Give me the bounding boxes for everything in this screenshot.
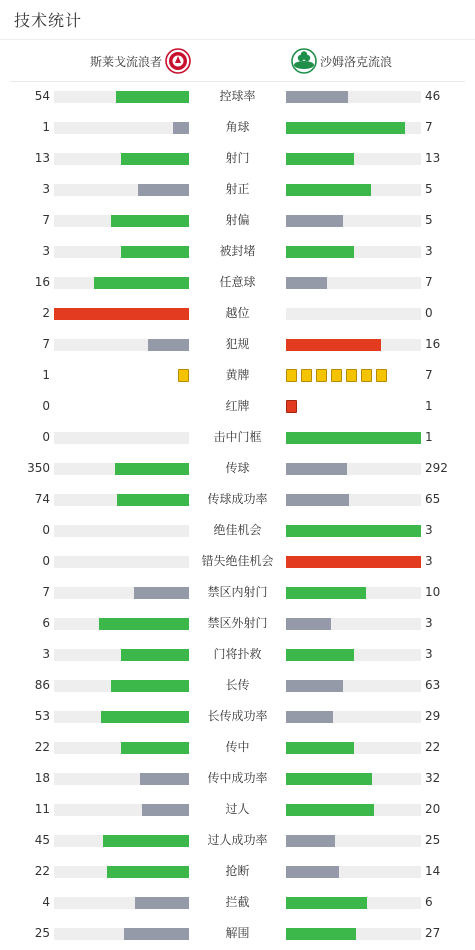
home-stat-bar-fill bbox=[142, 804, 189, 816]
away-stat-bar-fill bbox=[286, 494, 349, 506]
home-stat-bar-track bbox=[54, 556, 189, 568]
home-stat-value: 0 bbox=[42, 430, 50, 444]
home-stat-bar-fill bbox=[121, 153, 189, 165]
away-stat-value: 13 bbox=[425, 151, 441, 165]
home-stat-bar-track bbox=[54, 835, 189, 847]
stat-label: 过人成功率 bbox=[207, 833, 268, 847]
away-stat-bar-track bbox=[286, 928, 421, 940]
home-stat-bar-fill bbox=[134, 587, 189, 599]
red-card-icon bbox=[286, 400, 297, 413]
away-stat-bar-track bbox=[286, 432, 421, 444]
away-stat-value: 27 bbox=[425, 926, 441, 940]
stat-label: 禁区外射门 bbox=[207, 616, 268, 630]
home-stat-bar-fill bbox=[173, 122, 189, 134]
home-stat-value: 22 bbox=[34, 740, 50, 754]
stat-row bbox=[0, 640, 475, 671]
stat-label: 射门 bbox=[225, 151, 250, 165]
home-stat-bar-fill bbox=[138, 184, 189, 196]
away-stat-bar-track bbox=[286, 525, 421, 537]
stat-label: 解围 bbox=[225, 926, 250, 940]
home-stat-bar-track bbox=[54, 804, 189, 816]
away-stat-bar-fill bbox=[286, 277, 327, 289]
home-stat-bar-track bbox=[54, 897, 189, 909]
home-stat-bar-track bbox=[54, 91, 189, 103]
stat-row bbox=[0, 144, 475, 175]
away-stat-bar-track bbox=[286, 494, 421, 506]
stat-label: 长传成功率 bbox=[207, 709, 268, 723]
away-stat-bar-track bbox=[286, 184, 421, 196]
stat-label: 击中门框 bbox=[213, 430, 262, 444]
stat-label: 传中成功率 bbox=[207, 771, 268, 785]
home-stat-bar-fill bbox=[111, 215, 189, 227]
away-stat-bar-fill bbox=[286, 215, 343, 227]
stat-label: 错失绝佳机会 bbox=[201, 554, 274, 568]
away-stat-value: 20 bbox=[425, 802, 441, 816]
stat-row bbox=[0, 113, 475, 144]
away-stat-value: 1 bbox=[425, 430, 433, 444]
away-stat-bar-track bbox=[286, 866, 421, 878]
home-stat-bar-track bbox=[54, 866, 189, 878]
away-team[interactable] bbox=[291, 48, 392, 74]
yellow-card-icon bbox=[376, 369, 387, 382]
stat-row bbox=[0, 857, 475, 888]
away-stat-value: 5 bbox=[425, 213, 433, 227]
stat-label: 红牌 bbox=[225, 399, 250, 413]
home-stat-bar-fill bbox=[116, 91, 189, 103]
away-stat-value: 5 bbox=[425, 182, 433, 196]
away-stat-bar-track bbox=[286, 773, 421, 785]
home-stat-bar-fill bbox=[54, 308, 189, 320]
away-stat-value: 10 bbox=[425, 585, 441, 599]
away-team-name: 沙姆洛克流浪 bbox=[320, 54, 393, 69]
away-stat-bar-fill bbox=[286, 773, 372, 785]
home-stat-bar-track bbox=[54, 649, 189, 661]
away-stat-bar-track bbox=[286, 587, 421, 599]
away-stat-value: 32 bbox=[425, 771, 441, 785]
away-stat-bar-track bbox=[286, 308, 421, 320]
stat-label: 任意球 bbox=[219, 275, 256, 289]
home-stat-value: 11 bbox=[34, 802, 50, 816]
away-stat-bar-track bbox=[286, 339, 421, 351]
away-stat-value: 14 bbox=[425, 864, 441, 878]
home-stat-value: 0 bbox=[42, 399, 50, 413]
stat-label: 控球率 bbox=[219, 89, 256, 103]
away-stat-bar-fill bbox=[286, 525, 421, 537]
away-stat-bar-track bbox=[286, 804, 421, 816]
stat-row bbox=[0, 299, 475, 330]
away-stat-value: 7 bbox=[425, 368, 433, 382]
away-stat-value: 29 bbox=[425, 709, 441, 723]
away-stat-bar-fill bbox=[286, 587, 366, 599]
away-stat-bar-fill bbox=[286, 91, 348, 103]
stat-row bbox=[0, 485, 475, 516]
away-stat-bar-track bbox=[286, 680, 421, 692]
home-stat-bar-track bbox=[54, 153, 189, 165]
away-stat-bar-fill bbox=[286, 153, 354, 165]
stat-label: 传中 bbox=[225, 740, 250, 754]
away-stat-bar-fill bbox=[286, 339, 381, 351]
away-stat-bar-track bbox=[286, 556, 421, 568]
stat-row bbox=[0, 671, 475, 702]
home-stat-value: 86 bbox=[34, 678, 50, 692]
away-stat-bar-fill bbox=[286, 804, 374, 816]
away-stat-value: 6 bbox=[425, 895, 433, 909]
home-stat-value: 7 bbox=[42, 213, 50, 227]
home-team-name: 斯莱戈流浪者 bbox=[90, 54, 163, 69]
away-stat-bar-fill bbox=[286, 122, 405, 134]
home-stat-bar-fill bbox=[121, 246, 189, 258]
stat-row bbox=[0, 826, 475, 857]
home-stat-bar-track bbox=[54, 339, 189, 351]
home-stat-bar-track bbox=[54, 463, 189, 475]
home-stat-value: 0 bbox=[42, 523, 50, 537]
stat-row bbox=[0, 578, 475, 609]
home-stat-bar-fill bbox=[140, 773, 189, 785]
stat-row bbox=[0, 392, 475, 423]
stat-row bbox=[0, 547, 475, 578]
away-stat-bar-fill bbox=[286, 928, 356, 940]
stat-label: 门将扑救 bbox=[213, 647, 262, 661]
away-stat-value: 3 bbox=[425, 244, 433, 258]
home-stat-bar-track bbox=[54, 773, 189, 785]
away-stat-value: 46 bbox=[425, 89, 441, 103]
stat-row bbox=[0, 175, 475, 206]
home-stat-value: 25 bbox=[34, 926, 50, 940]
home-stat-value: 13 bbox=[34, 151, 50, 165]
home-stat-bar-track bbox=[54, 246, 189, 258]
home-stat-value: 45 bbox=[34, 833, 50, 847]
home-stat-bar-fill bbox=[99, 618, 189, 630]
stat-row bbox=[0, 888, 475, 919]
stat-row bbox=[0, 454, 475, 485]
home-stat-bar-fill bbox=[107, 866, 189, 878]
stat-label: 拦截 bbox=[225, 895, 250, 909]
away-stat-bar-fill bbox=[286, 897, 367, 909]
home-stat-value: 74 bbox=[34, 492, 50, 506]
away-stat-bar-fill bbox=[286, 742, 354, 754]
home-stat-value: 7 bbox=[42, 585, 50, 599]
yellow-card-icon bbox=[301, 369, 312, 382]
away-stat-bar-fill bbox=[286, 649, 354, 661]
away-stat-value: 65 bbox=[425, 492, 441, 506]
section-title: 技术统计 bbox=[14, 11, 83, 30]
home-stat-value: 6 bbox=[42, 616, 50, 630]
home-stat-value: 4 bbox=[42, 895, 50, 909]
away-stat-bar-fill bbox=[286, 835, 335, 847]
away-stat-bar-fill bbox=[286, 680, 343, 692]
stat-label: 角球 bbox=[225, 120, 250, 134]
home-stat-bar-track bbox=[54, 184, 189, 196]
home-stat-bar-track bbox=[54, 308, 189, 320]
stat-label: 射正 bbox=[225, 182, 250, 196]
away-stat-bar-track bbox=[286, 122, 421, 134]
stat-label: 绝佳机会 bbox=[213, 523, 262, 537]
stat-row bbox=[0, 330, 475, 361]
home-stat-bar-fill bbox=[115, 463, 189, 475]
home-stat-bar-track bbox=[54, 742, 189, 754]
home-stat-value: 53 bbox=[34, 709, 50, 723]
away-stat-bar-track bbox=[286, 215, 421, 227]
home-stat-bar-track bbox=[54, 525, 189, 537]
home-stat-bar-fill bbox=[103, 835, 189, 847]
home-stat-value: 2 bbox=[42, 306, 50, 320]
yellow-card-icon bbox=[331, 369, 342, 382]
away-cards bbox=[286, 369, 387, 382]
stat-label: 长传 bbox=[225, 678, 250, 692]
home-stat-bar-track bbox=[54, 215, 189, 227]
stat-row bbox=[0, 206, 475, 237]
yellow-card-icon bbox=[286, 369, 297, 382]
stat-label: 禁区内射门 bbox=[207, 585, 268, 599]
away-stat-value: 7 bbox=[425, 275, 433, 289]
away-stat-bar-track bbox=[286, 91, 421, 103]
stat-row bbox=[0, 361, 475, 392]
home-stat-bar-track bbox=[54, 277, 189, 289]
home-stat-bar-fill bbox=[94, 277, 189, 289]
home-stat-value: 3 bbox=[42, 182, 50, 196]
away-stat-value: 292 bbox=[425, 461, 448, 475]
stat-label: 被封堵 bbox=[219, 244, 256, 258]
away-stat-bar-track bbox=[286, 618, 421, 630]
home-stat-bar-track bbox=[54, 494, 189, 506]
away-stat-bar-fill bbox=[286, 463, 347, 475]
away-stat-bar-track bbox=[286, 897, 421, 909]
stat-row bbox=[0, 609, 475, 640]
away-stat-bar-track bbox=[286, 277, 421, 289]
away-stat-value: 7 bbox=[425, 120, 433, 134]
away-stat-bar-fill bbox=[286, 246, 354, 258]
away-stat-bar-fill bbox=[286, 184, 371, 196]
away-stat-value: 3 bbox=[425, 523, 433, 537]
stat-row bbox=[0, 237, 475, 268]
home-stat-value: 1 bbox=[42, 120, 50, 134]
home-stat-bar-fill bbox=[124, 928, 189, 940]
home-stat-bar-fill bbox=[135, 897, 189, 909]
away-stat-value: 25 bbox=[425, 833, 441, 847]
home-stat-bar-fill bbox=[101, 711, 189, 723]
home-stat-value: 0 bbox=[42, 554, 50, 568]
home-stat-bar-fill bbox=[148, 339, 189, 351]
home-stat-bar-track bbox=[54, 122, 189, 134]
away-cards bbox=[286, 400, 297, 413]
stat-row bbox=[0, 702, 475, 733]
away-stat-bar-track bbox=[286, 246, 421, 258]
stat-row bbox=[0, 268, 475, 299]
home-stat-bar-fill bbox=[111, 680, 189, 692]
home-cards bbox=[178, 369, 189, 382]
away-stat-value: 3 bbox=[425, 554, 433, 568]
stat-label: 传球成功率 bbox=[207, 492, 268, 506]
away-stat-bar-track bbox=[286, 835, 421, 847]
home-stat-value: 22 bbox=[34, 864, 50, 878]
stat-label: 过人 bbox=[225, 802, 250, 816]
stat-label: 越位 bbox=[225, 306, 250, 320]
home-stat-bar-track bbox=[54, 587, 189, 599]
home-stat-bar-track bbox=[54, 618, 189, 630]
away-stat-bar-fill bbox=[286, 556, 421, 568]
home-stat-value: 16 bbox=[34, 275, 50, 289]
stat-row bbox=[0, 919, 475, 950]
home-stat-value: 350 bbox=[27, 461, 50, 475]
home-stat-value: 7 bbox=[42, 337, 50, 351]
away-stat-value: 16 bbox=[425, 337, 441, 351]
away-team-crest-icon bbox=[291, 48, 317, 74]
yellow-card-icon bbox=[178, 369, 189, 382]
away-stat-value: 63 bbox=[425, 678, 441, 692]
home-team[interactable] bbox=[90, 48, 191, 74]
stat-row bbox=[0, 516, 475, 547]
stat-label: 射偏 bbox=[225, 213, 250, 227]
home-stat-bar-fill bbox=[121, 649, 189, 661]
home-stat-value: 3 bbox=[42, 244, 50, 258]
home-stat-bar-fill bbox=[121, 742, 189, 754]
away-stat-value: 1 bbox=[425, 399, 433, 413]
stat-label: 犯规 bbox=[225, 337, 250, 351]
away-stat-bar-track bbox=[286, 153, 421, 165]
away-stat-bar-track bbox=[286, 742, 421, 754]
home-stat-bar-track bbox=[54, 711, 189, 723]
away-stat-bar-fill bbox=[286, 432, 421, 444]
away-stat-bar-fill bbox=[286, 866, 339, 878]
away-stat-bar-fill bbox=[286, 711, 333, 723]
away-stat-bar-track bbox=[286, 711, 421, 723]
home-stat-bar-track bbox=[54, 928, 189, 940]
stat-label: 黄牌 bbox=[225, 368, 250, 382]
home-stat-value: 54 bbox=[34, 89, 50, 103]
home-stat-value: 1 bbox=[42, 368, 50, 382]
yellow-card-icon bbox=[346, 369, 357, 382]
home-team-crest-icon bbox=[165, 48, 191, 74]
stat-label: 传球 bbox=[225, 461, 250, 475]
home-stat-bar-track bbox=[54, 432, 189, 444]
stat-row bbox=[0, 733, 475, 764]
team-header bbox=[10, 40, 465, 82]
away-stat-value: 22 bbox=[425, 740, 441, 754]
stat-label: 抢断 bbox=[225, 864, 250, 878]
away-stat-value: 0 bbox=[425, 306, 433, 320]
away-stat-value: 3 bbox=[425, 647, 433, 661]
home-stat-bar-track bbox=[54, 680, 189, 692]
section-header bbox=[0, 0, 475, 40]
stat-row bbox=[0, 795, 475, 826]
stats-list bbox=[0, 82, 475, 950]
yellow-card-icon bbox=[316, 369, 327, 382]
away-stat-bar-track bbox=[286, 649, 421, 661]
stat-row bbox=[0, 423, 475, 454]
stat-row bbox=[0, 764, 475, 795]
away-stat-value: 3 bbox=[425, 616, 433, 630]
home-stat-value: 3 bbox=[42, 647, 50, 661]
away-stat-bar-fill bbox=[286, 618, 331, 630]
stat-row bbox=[0, 82, 475, 113]
away-stat-bar-track bbox=[286, 463, 421, 475]
home-stat-value: 18 bbox=[34, 771, 50, 785]
home-stat-bar-fill bbox=[117, 494, 189, 506]
yellow-card-icon bbox=[361, 369, 372, 382]
